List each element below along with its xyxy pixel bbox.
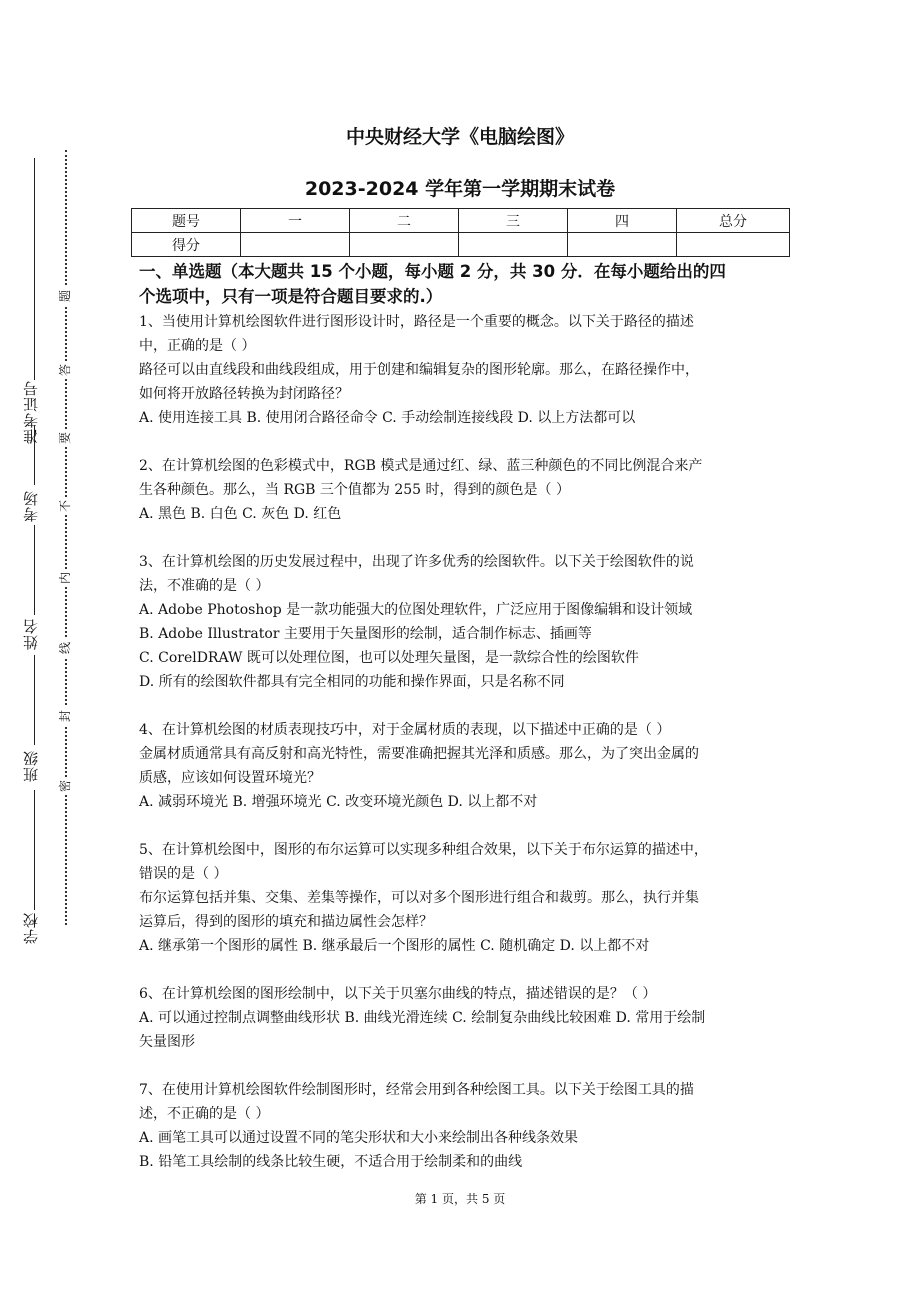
seal-char: 答 [57,361,73,379]
score-cell[interactable] [568,233,677,257]
question-option: D. 所有的绘图软件都具有完全相同的功能和操作界面，只是名称不同 [139,674,565,690]
binding-field-class: 班级 [22,750,40,782]
question-line: 5、在计算机绘图中，图形的布尔运算可以实现多种组合效果，以下关于布尔运算的描述中， [139,842,708,858]
question-line: 质感，应该如何设置环境光？ [139,770,321,786]
section-heading [139,259,784,309]
question-line: 金属材质通常具有高反射和高光特性，需要准确把握其光泽和质感。那么，为了突出金属的 [139,746,699,762]
score-cell[interactable] [350,233,459,257]
question-line: 4、在计算机绘图的材质表现技巧中，对于金属材质的表现，以下描述中正确的是（ ） [139,722,671,738]
score-table-header-cell: 二 [350,209,459,233]
seal-char: 内 [57,569,73,587]
seal-char: 线 [57,639,73,657]
seal-char: 封 [57,707,73,725]
score-table-header-cell: 三 [459,209,568,233]
question-line: 6、在计算机绘图的图形绘制中，以下关于贝塞尔曲线的特点，描述错误的是？（ ） [139,986,657,1002]
question-option: B. Adobe Illustrator 主要用于矢量图形的绘制，适合制作标志、插画等 [139,626,592,642]
question-line: 法，不准确的是（ ） [139,578,270,594]
question-line: 错误的是（ ） [139,866,228,882]
question-1 [139,310,784,430]
question-line: 述，不正确的是（ ） [139,1106,270,1122]
score-table-header-cell: 总分 [677,209,790,233]
question-option: C. CorelDRAW 既可以处理位图，也可以处理矢量图，是一款综合性的绘图软件 [139,650,639,666]
question-options: 矢量图形 [139,1034,195,1050]
question-2 [139,454,784,526]
question-options: A. 使用连接工具 B. 使用闭合路径命令 C. 手动绘制连接线段 D. 以上方法都可以 [139,410,636,426]
binding-field-exam-room: 考场 [22,490,40,522]
seal-dotted-line [65,150,67,925]
question-5 [139,838,784,958]
score-table-score-row [132,233,790,257]
question-line: 如何将开放路径转换为封闭路径？ [139,386,349,402]
seal-char: 题 [57,287,73,305]
question-option: A. 画笔工具可以通过设置不同的笔尖形状和大小来绘制出各种线条效果 [139,1130,579,1146]
binding-underline [34,790,35,910]
page-footer: 第 1 页，共 5 页 [414,1192,506,1206]
question-options: A. 黑色 B. 白色 C. 灰色 D. 红色 [139,506,342,522]
question-line: 1、当使用计算机绘图软件进行图形设计时，路径是一个重要的概念。以下关于路径的描述 [139,314,694,330]
score-cell[interactable] [459,233,568,257]
question-line: 运算后，得到的图形的填充和描边属性会怎样？ [139,914,433,930]
question-4 [139,718,784,814]
question-line: 7、在使用计算机绘图软件绘制图形时，经常会用到各种绘图工具。以下关于绘图工具的描 [139,1082,694,1098]
score-row-label: 得分 [132,233,241,257]
binding-field-school: 学校 [22,912,40,944]
question-options: A. 可以通过控制点调整曲线形状 B. 曲线光滑连续 C. 绘制复杂曲线比较困难 D. 常用于绘制 [139,1010,706,1026]
binding-underline [34,655,35,745]
seal-char: 密 [57,777,73,795]
section-heading-line: 一、单选题（本大题共 15 个小题，每小题 2 分，共 30 分．在每小题给出的四 [139,262,726,281]
question-line: 中，正确的是（ ） [139,338,256,354]
score-table-header-row [132,209,790,233]
question-6 [139,982,784,1054]
binding-field-exam-id: 准考证号 [22,380,40,444]
score-table-header-cell: 四 [568,209,677,233]
question-option: A. Adobe Photoshop 是一款功能强大的位图处理软件，广泛应用于图像编辑和设计领域 [139,602,693,618]
question-7 [139,1078,784,1174]
binding-underline [34,525,35,615]
question-3 [139,550,784,694]
score-table-header-cell: 一 [241,209,350,233]
binding-underline [34,425,35,485]
question-options: A. 继承第一个图形的属性 B. 继承最后一个图形的属性 C. 随机确定 D. 以上都不对 [139,938,650,954]
exam-subtitle: 2023-2024 学年第一学期期末试卷 [304,178,616,200]
score-table [131,208,790,257]
exam-title: 中央财经大学《电脑绘图》 [345,126,574,148]
question-line: 路径可以由直线段和曲线段组成，用于创建和编辑复杂的图形轮廓。那么，在路径操作中， [139,362,699,378]
score-table-header-cell: 题号 [132,209,241,233]
section-heading-line: 个选项中，只有一项是符合题目要求的.） [139,287,443,306]
question-option: B. 铅笔工具绘制的线条比较生硬，不适合用于绘制柔和的曲线 [139,1154,523,1170]
question-line: 2、在计算机绘图的色彩模式中，RGB 模式是通过红、绿、蓝三种颜色的不同比例混合来产 [139,458,703,474]
score-cell[interactable] [677,233,790,257]
binding-field-name: 姓名 [22,618,40,650]
seal-char: 不 [57,497,73,515]
question-line: 3、在计算机绘图的历史发展过程中，出现了许多优秀的绘图软件。以下关于绘图软件的说 [139,554,694,570]
question-line: 布尔运算包括并集、交集、差集等操作，可以对多个图形进行组合和裁剪。那么，执行并集 [139,890,699,906]
seal-char: 要 [57,429,73,447]
question-line: 生各种颜色。那么，当 RGB 三个值都为 255 时，得到的颜色是（ ） [139,482,570,498]
exam-content [139,259,784,1198]
score-cell[interactable] [241,233,350,257]
question-options: A. 减弱环境光 B. 增强环境光 C. 改变环境光颜色 D. 以上都不对 [139,794,538,810]
